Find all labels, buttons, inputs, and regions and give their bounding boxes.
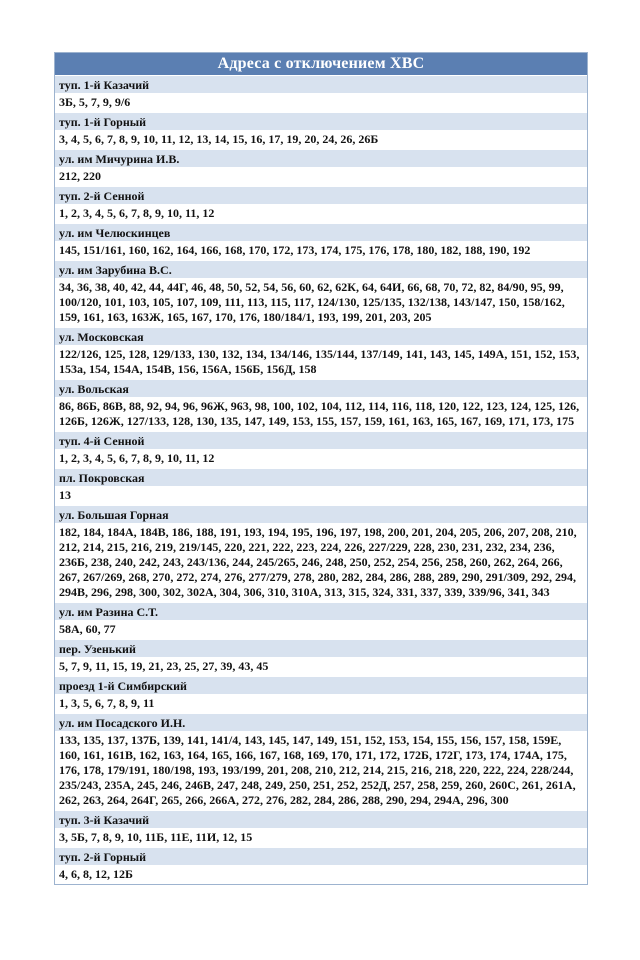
house-numbers: 58А, 60, 77 bbox=[55, 620, 587, 639]
house-numbers: 3, 4, 5, 6, 7, 8, 9, 10, 11, 12, 13, 14, 15, 16, 17, 19, 20, 24, 26, 26Б bbox=[55, 130, 587, 149]
street-name: ул. им Зарубина В.С. bbox=[55, 260, 587, 278]
house-numbers: 212, 220 bbox=[55, 167, 587, 186]
street-name: туп. 1-й Казачий bbox=[55, 75, 587, 93]
street-name: ул. им Челюскинцев bbox=[55, 223, 587, 241]
house-numbers: 5, 7, 9, 11, 15, 19, 21, 23, 25, 27, 39, 43, 45 bbox=[55, 657, 587, 676]
street-name: ул. Вольская bbox=[55, 379, 587, 397]
house-numbers: 3, 5Б, 7, 8, 9, 10, 11Б, 11Е, 11И, 12, 15 bbox=[55, 828, 587, 847]
house-numbers: 86, 86Б, 86В, 88, 92, 94, 96, 96Ж, 963, 98, 100, 102, 104, 112, 114, 116, 118, 120, 122, 123, 124, 125, 126, 126Б, 126Ж, 127/133, 128, 130, 135, 147, 149, 153, 155, 157, 159, 161, 163, 165, 167, 169, 171, 173, 175 bbox=[55, 397, 587, 431]
address-table bbox=[54, 52, 588, 885]
table-title: Адреса с отключением ХВС bbox=[55, 53, 587, 75]
street-name: ул. Большая Горная bbox=[55, 505, 587, 523]
house-numbers: 182, 184, 184А, 184В, 186, 188, 191, 193, 194, 195, 196, 197, 198, 200, 201, 204, 205, 206, 207, 208, 210, 212, 214, 215, 216, 219, 219/145, 220, 221, 222, 223, 224, 226, 227/229, 228, 230, 231, 232, 234, 236, 236Б, 238, 240, 242, 243, 243/136, 244, 245/265, 246, 248, 250, 252, 254, 256, 258, 260, 262, 264, 266, 267, 267/269, 268, 270, 272, 274, 276, 277/279, 278, 280, 282, 284, 286, 288, 289, 290, 291/309, 292, 294, 294В, 296, 298, 300, 302, 302А, 304, 306, 310, 310А, 313, 315, 324, 331, 337, 339, 339/96, 341, 343 bbox=[55, 523, 587, 602]
street-name: туп. 2-й Горный bbox=[55, 847, 587, 865]
street-name: туп. 2-й Сенной bbox=[55, 186, 587, 204]
street-name: пл. Покровская bbox=[55, 468, 587, 486]
house-numbers: 4, 6, 8, 12, 12Б bbox=[55, 865, 587, 884]
street-name: ул. им Посадского И.Н. bbox=[55, 713, 587, 731]
house-numbers: 145, 151/161, 160, 162, 164, 166, 168, 170, 172, 173, 174, 175, 176, 178, 180, 182, 188, 190, 192 bbox=[55, 241, 587, 260]
house-numbers: 3Б, 5, 7, 9, 9/6 bbox=[55, 93, 587, 112]
street-name: туп. 4-й Сенной bbox=[55, 431, 587, 449]
house-numbers: 1, 3, 5, 6, 7, 8, 9, 11 bbox=[55, 694, 587, 713]
house-numbers: 13 bbox=[55, 486, 587, 505]
house-numbers: 122/126, 125, 128, 129/133, 130, 132, 134, 134/146, 135/144, 137/149, 141, 143, 145, 149А, 151, 152, 153, 153а, 154, 154А, 154В, 156, 156А, 156Б, 156Д, 158 bbox=[55, 345, 587, 379]
street-name: ул. Московская bbox=[55, 327, 587, 345]
street-name: ул. им Мичурина И.В. bbox=[55, 149, 587, 167]
street-name: туп. 1-й Горный bbox=[55, 112, 587, 130]
house-numbers: 133, 135, 137, 137Б, 139, 141, 141/4, 143, 145, 147, 149, 151, 152, 153, 154, 155, 156, 157, 158, 159Е, 160, 161, 161В, 162, 163, 164, 165, 166, 167, 168, 169, 170, 171, 172, 172Б, 172Г, 173, 174, 174А, 175, 176, 178, 179/191, 180/198, 193, 193/199, 201, 208, 210, 212, 214, 215, 216, 218, 220, 222, 224, 228/244, 235/243, 235А, 245, 246, 246В, 247, 248, 249, 250, 251, 252, 252Д, 257, 258, 259, 260, 260С, 261, 261А, 262, 263, 264, 264Г, 265, 266, 266А, 272, 276, 282, 284, 286, 288, 290, 294, 294А, 296, 300 bbox=[55, 731, 587, 810]
street-name: проезд 1-й Симбирский bbox=[55, 676, 587, 694]
street-name: пер. Узенький bbox=[55, 639, 587, 657]
street-name: туп. 3-й Казачий bbox=[55, 810, 587, 828]
street-name: ул. им Разина С.Т. bbox=[55, 602, 587, 620]
house-numbers: 1, 2, 3, 4, 5, 6, 7, 8, 9, 10, 11, 12 bbox=[55, 449, 587, 468]
house-numbers: 34, 36, 38, 40, 42, 44, 44Г, 46, 48, 50, 52, 54, 56, 60, 62, 62К, 64, 64И, 66, 68, 70, 72, 82, 84/90, 95, 99, 100/120, 101, 103, 105, 107, 109, 111, 113, 115, 117, 124/130, 125/135, 132/138, 143/147, 150, 158/162, 159, 161, 163, 163Ж, 165, 167, 170, 176, 180/184/1, 193, 199, 201, 203, 205 bbox=[55, 278, 587, 327]
house-numbers: 1, 2, 3, 4, 5, 6, 7, 8, 9, 10, 11, 12 bbox=[55, 204, 587, 223]
